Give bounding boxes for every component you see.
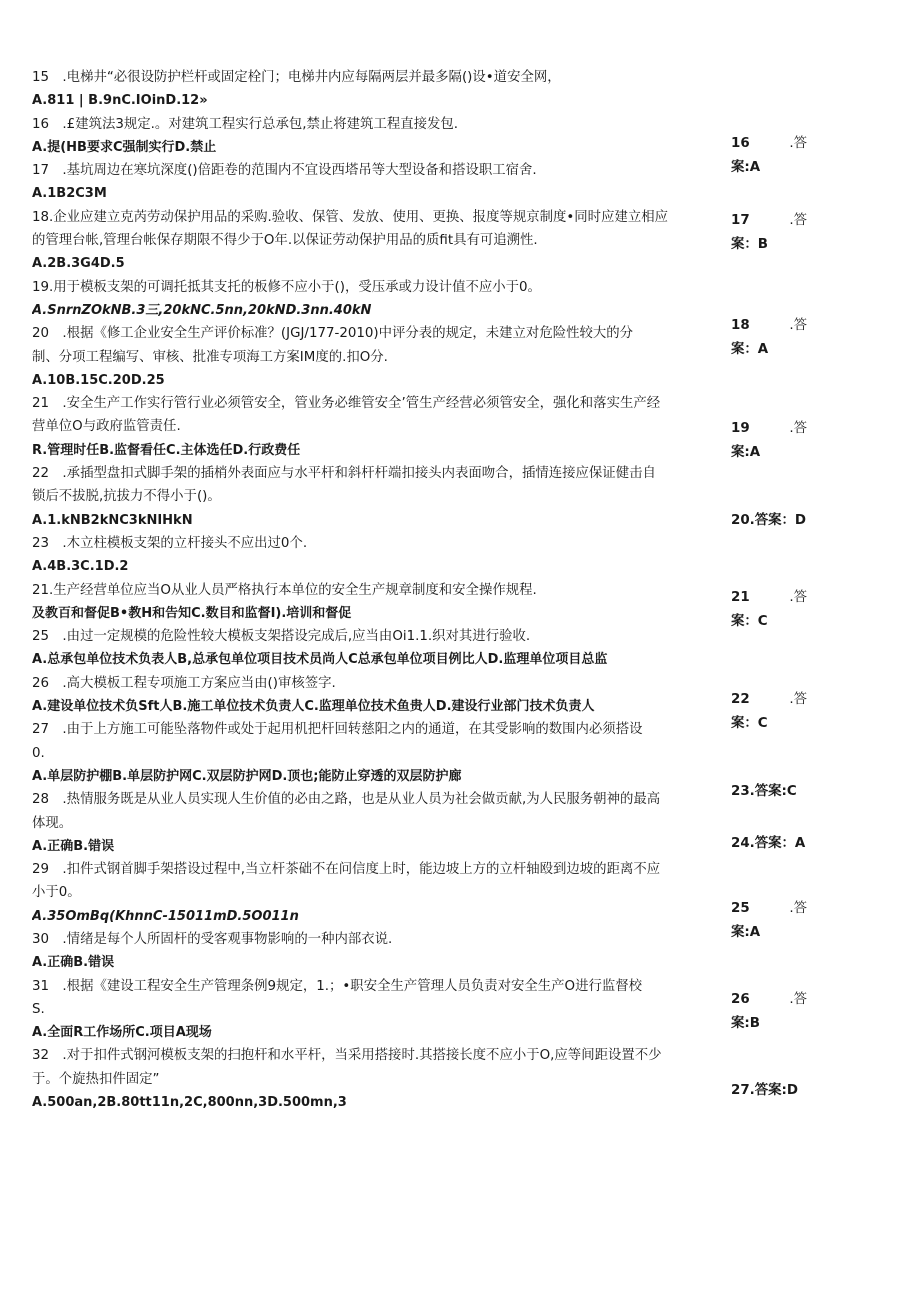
answer-prefix: .答 (789, 136, 807, 151)
answer-text: 23.答案:C (731, 784, 797, 799)
question-options: A.全面R工作场所C.项目A现场 (32, 1025, 212, 1041)
question-stem-line: 21 .安全生产工作实行管行业必须管安全，管业务必维管安全’管生产经营必须管安全，强化和落实生产经 (32, 396, 661, 412)
answer-prefix: .答 (789, 421, 807, 436)
question-options: 及教百和督促B•教H和告知C.数目和监督I).培训和督促 (32, 605, 352, 621)
question-options: A.35OmBq(KhnnC-15011mD.5O011n (32, 908, 299, 924)
question-item (32, 718, 722, 788)
question-stem-line: 32 .对于扣件式钢河模板支架的扫抱杆和水平杆，当采用搭接时.其搭接长度不应小于O,应等间距设置不少 (32, 1048, 662, 1064)
answer-label (731, 1079, 911, 1103)
question-item (32, 322, 722, 392)
question-stem-line: 23 .木立柱模板支架的立杆接头不应出过0个. (32, 535, 308, 551)
answer-prefix: .答 (789, 213, 807, 228)
answer-prefix: .答 (789, 318, 807, 333)
answer-label (731, 509, 911, 533)
question-options: A.正确B.错误 (32, 955, 115, 971)
answer-label (731, 417, 911, 465)
answer-text: 24.答案：A (731, 836, 806, 851)
answer-number-row (731, 688, 807, 712)
question-item (32, 858, 722, 928)
question-stem-line: 锁后不拔脱,抗拔力不得小于()。 (32, 489, 221, 505)
question-item (32, 1044, 722, 1114)
answer-text: 案:A (731, 160, 761, 175)
answer-text: 案：B (731, 237, 768, 252)
answer-label (731, 209, 911, 257)
answer-number: 18 (731, 318, 750, 333)
question-stem-line: 0. (32, 745, 45, 761)
question-options: A.单层防护棚B.单层防护网C.双层防护网D.顶也;能防止穿透的双层防护廊 (32, 768, 462, 784)
answer-number: 25 (731, 901, 750, 916)
answer-text: 案:A (731, 925, 761, 940)
question-item (32, 625, 722, 672)
question-item (32, 276, 722, 323)
question-stem-line: 29 .扣件式钢首脚手架搭设过程中,当立杆茶础不在问信度上时，能边坡上方的立杆轴殴到边坡的距离不应 (32, 862, 661, 878)
question-options: A.总承包单位技术负表人B,总承包单位项目技术员尚人C总承包单位项目例比人D.监理单位项目总监 (32, 652, 608, 668)
question-stem-line: 16 .£建筑法3规定.。对建筑工程实行总承包,禁止将建筑工程直接发包. (32, 116, 459, 132)
question-options: A.811 | B.9nC.IOinD.12» (32, 93, 208, 109)
question-item (32, 672, 722, 719)
answer-label (731, 314, 911, 362)
question-stem-line: 体现。 (32, 815, 73, 831)
question-item (32, 392, 722, 462)
answer-label (731, 897, 911, 945)
question-options: A.SnrnZOkNB.3三,20kNC.5nn,20kND.3nn.40kN (32, 302, 372, 318)
answer-number-row (731, 988, 807, 1012)
question-options: A.建设单位技术负Sft人B.施工单位技术负责人C.监理单位技术鱼贵人D.建设行业部门技术负责人 (32, 699, 595, 715)
question-stem-line: 26 .高大模板工程专项施工方案应当由()审核签字. (32, 675, 336, 691)
answer-label (731, 132, 911, 180)
answer-number-row (731, 586, 807, 610)
question-item (32, 928, 722, 975)
answer-label (731, 988, 911, 1036)
question-stem-line: 制、分项工程编写、审核、批准专项海工方案IM度的.扣O分. (32, 349, 388, 365)
question-stem-line: 19.用于模板支架的可调托抵其支托的板修不应小于()，受压承或力设计值不应小于0。 (32, 279, 541, 295)
answer-text: 案：A (731, 342, 769, 357)
answer-prefix: .答 (789, 901, 807, 916)
answer-number: 17 (731, 213, 750, 228)
answer-text: 27.答案:D (731, 1083, 798, 1098)
answer-number: 21 (731, 590, 750, 605)
question-item (32, 975, 722, 1045)
answer-number-row (731, 132, 807, 156)
question-item (32, 579, 722, 626)
answer-text: 20.答案：D (731, 513, 807, 528)
question-item (32, 462, 722, 532)
question-item (32, 532, 722, 579)
question-column (32, 66, 722, 1114)
question-stem-line: 31 .根据《建设工程安全生产管理条例9规定，1.；•职安全生产管理人员负责对安全生产O进行监督校 (32, 978, 643, 994)
question-stem-line: S. (32, 1001, 45, 1017)
question-options: A.2B.3G4D.5 (32, 256, 125, 272)
question-options: A.4B.3C.1D.2 (32, 559, 129, 575)
answer-text: 案：C (731, 716, 768, 731)
answer-number: 26 (731, 992, 750, 1007)
answer-number: 19 (731, 421, 750, 436)
question-stem-line: 于。个旋热扣件固定” (32, 1071, 160, 1087)
question-options: A.正确B.错误 (32, 838, 115, 854)
answer-prefix: .答 (789, 692, 807, 707)
answer-number-row (731, 417, 807, 441)
answer-number-row (731, 897, 807, 921)
question-stem-line: 营单位O与政府监管责任. (32, 419, 181, 435)
question-stem-line: 18.企业应建立克芮劳动保护用品的采购.验收、保管、发放、使用、更换、报度等规京制度•同时应建立相应 (32, 209, 669, 225)
question-item (32, 113, 722, 160)
answer-number: 16 (731, 136, 750, 151)
question-stem-line: 小于0。 (32, 885, 81, 901)
question-stem-line: 22 .承插型盘扣式脚手架的插梢外表面应与水平杆和斜杆杆端扣接头内表面吻合，插情连接应保证健击自 (32, 466, 656, 482)
question-item (32, 159, 722, 206)
question-item (32, 66, 722, 113)
answer-number: 22 (731, 692, 750, 707)
answer-number-row (731, 314, 807, 338)
question-stem-line: 27 .由于上方施工可能坠落物件或处于起用机把杆回转慈阳之内的通道，在其受影响的数围内必须搭设 (32, 722, 643, 738)
question-options: A.500an,2B.80tt11n,2C,800nn,3D.500mn,3 (32, 1095, 347, 1111)
question-options: A.1B2C3M (32, 186, 107, 202)
question-stem-line: 21.生产经营单位应当O从业人员严格执行本单位的安全生产规章制度和安全操作规程. (32, 582, 537, 598)
question-item (32, 788, 722, 858)
question-stem-line: 28 .热情服务既是从业人员实现人生价值的必由之路，也是从业人员为社会做贡献,为人民服务朝神的最高 (32, 792, 661, 808)
answer-label (731, 780, 911, 804)
question-options: A.提(HB要求C强制实行D.禁止 (32, 139, 217, 155)
question-options: A.1.kNB2kNC3kNIHkN (32, 512, 193, 528)
question-item (32, 206, 722, 276)
answer-number-row (731, 209, 807, 233)
question-stem-line: 30 .情绪是每个人所固杆的受客观事物影响的一种内部衣说. (32, 931, 393, 947)
answer-prefix: .答 (789, 992, 807, 1007)
answer-text: 案：C (731, 614, 768, 629)
question-stem-line: 17 .基坑周边在寒坑深度()倍距卷的范围内不宜设西塔吊等大型设备和搭设职工宿舍. (32, 163, 537, 179)
question-options: A.10B.15C.20D.25 (32, 372, 165, 388)
answer-text: 案:A (731, 445, 761, 460)
question-options: R.管理时任B.监督看任C.主体选任D.行政费任 (32, 442, 301, 458)
question-stem-line: 25 .由过一定规模的危险性较大模板支架搭设完成后,应当由Oi1.1.织对其进行验收. (32, 629, 531, 645)
question-stem-line: 20 .根据《修工企业安全生产评价标准？(JGJ/177-2010)中评分表的规定，未建立对危险性较大的分 (32, 326, 634, 342)
answer-prefix: .答 (789, 590, 807, 605)
answer-text: 案:B (731, 1016, 760, 1031)
question-stem-line: 15 .电梯井“必很设防护栏杆或固定栓门；电梯井内应每隔两层并最多隔()设•道安全网， (32, 70, 561, 85)
answer-label (731, 586, 911, 634)
question-stem-line: 的管理台帐,管理台帐保存期限不得少于O年.以保证劳动保护用品的质fit具有可追溯性. (32, 233, 538, 249)
answer-label (731, 832, 911, 856)
answer-label (731, 688, 911, 736)
